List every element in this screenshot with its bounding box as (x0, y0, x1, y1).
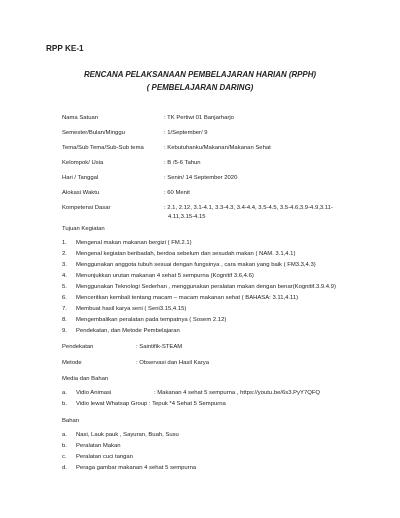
document-subtitle: ( PEMBELAJARAN DARING) (146, 83, 254, 92)
identity-value: : B /5-6 Tahun (164, 160, 201, 166)
identity-label: Kelompok/ Usia (62, 160, 104, 166)
pendekatan-value: : Saintifik-STEAM (136, 344, 183, 350)
identity-value: : 60 Menit (164, 190, 190, 196)
identity-value: : Senin/ 14 September 2020 (164, 175, 238, 181)
identity-value-continued: 4.11,3.15-4.15 (168, 214, 206, 220)
identity-label: Nama Satuan (62, 115, 99, 121)
identity-label: Hari / Tanggal (62, 175, 99, 181)
identity-label: Alokasi Waktu (62, 190, 100, 196)
rpp-code: RPP KE-1 (46, 44, 84, 53)
identity-label: Tema/Sub Tema/Sub-Sub tema (62, 145, 144, 151)
identity-label: Kompetensi Dasar (62, 205, 111, 211)
media-heading: Media dan Bahan (62, 376, 109, 382)
document-title: RENCANA PELAKSANAAN PEMBELAJARAN HARIAN (RPPH) (83, 70, 317, 79)
metode-label: Metode (62, 360, 82, 366)
identity-value: : Kebutuhanku/Makanan/Makanan Sehat (164, 145, 271, 151)
document-page: RPP KE-1 RENCANA PELAKSANAAN PEMBELAJARAN HARIAN (RPPH) ( PEMBELAJARAN DARING) Nama Satuan : TK Pertiwi 01 Banjarharjo Semester/Bulan/Minggu : 1/September/ 9 Tema/Sub Tema/Sub-Sub tema : Kebutuhanku/Makanan/Makanan Sehat Kelompok/ Usia : B /5-6 Tahun Hari / Tanggal : Senin/ 14 September 2020 Alokasi Waktu : 60 Menit Kompetensi Dasar : 2.1, 2.12, 3.1-4.1, 3.3-4.3, 3.4-4.4, 3.5-4.5, 3.5-4.6,3.9-4.9,3.11- 4.11,3.15-4.15 Tujuan Kegiatan 1. Mengenal makan makanan bergizi ( FM.2.1) 2. Mengenal kegiatan beribadah, berdoa sebelum dan sesudah makan ( NAM. 3.1,4.1) 3. Menggunakan anggota tubuh sesuai dengan fungsinya , cara makan yang baik ( FM3.3,4.3) 4. Menunjukkan urutan makanan 4 sehat 5 sempurna (Kognitif 3.6,4.6) 5. Menggunakan Teknologi Sederhan , menggunakan peralatan makan dengan benar(Kognitif.3.9.4.9) 6. Menceritkan kembali tentang macam – macam makanan sehat ( BAHASA: 3.11,4.11) 7. Membuat hasil karya seni ( Seni3.15,4.15) 8. Mengembalikan peralatan pada tempatnya ( Sosem 2.12) 9. Pendekatan, dan Metode Pembelajaran Pendekatan : Saintifik-STEAM Metode : Observasi dan Hasil Karya Media dan Bahan a. Vidio Animasi : Makanan 4 sehat 5 sempurna , https://youtu.be/6s3.PyY7QFQ b. Vidio lewat Whatsap Group : Tepuk *4 Sehat 5 Sempurna Bahan a. Nasi, Lauk pauk , Sayuran, Buah, Susu b. Peralatan Makan c. Peralatan cuci tangan d. Peraga gambar makanan 4 sehat 5 sempurna (0, 0, 400, 518)
identity-value: : 2.1, 2.12, 3.1-4.1, 3.3-4.3, 3.4-4.4, 3.5-4.5, 3.5-4.6,3.9-4.9,3.11- (164, 205, 333, 211)
pendekatan-label: Pendekatan (62, 344, 94, 350)
metode-value: : Observasi dan Hasil Karya (136, 360, 210, 366)
identity-value: : 1/September/ 9 (164, 130, 208, 136)
bahan-heading: Bahan (62, 418, 80, 424)
identity-value: : TK Pertiwi 01 Banjarharjo (164, 115, 234, 121)
identity-label: Semester/Bulan/Minggu (62, 130, 125, 136)
tujuan-heading: Tujuan Kegiatan (62, 226, 105, 232)
media-item-value: : Makanan 4 sehat 5 sempurna , https://youtu.be/6s3.PyY7QFQ (154, 390, 321, 396)
